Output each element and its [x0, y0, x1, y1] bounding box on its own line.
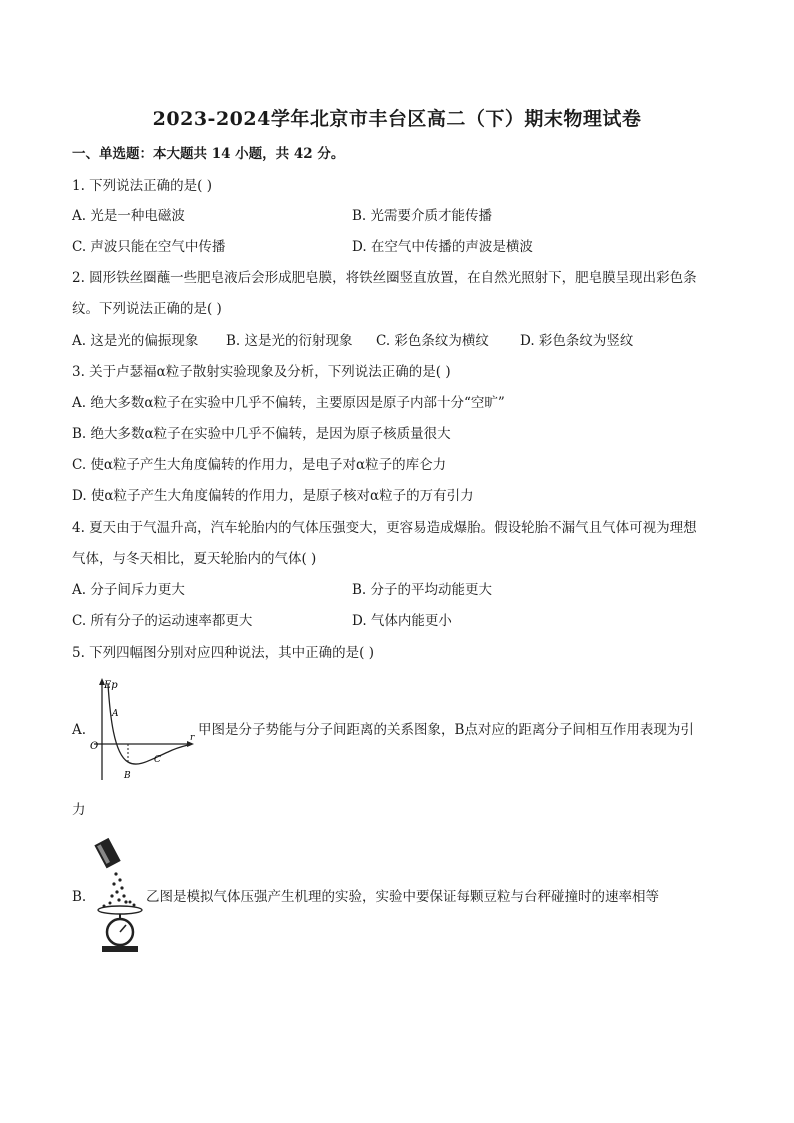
question-5-option-a-text: 甲图是分子势能与分子间距离的关系图象，B点对应的距离分子间相互作用表现为引 — [198, 722, 694, 738]
graph-label-c: C — [154, 755, 161, 765]
question-5-option-b-label: B. — [72, 889, 87, 905]
question-2-stem-line2: 纹。下列说法正确的是( ) — [72, 301, 222, 317]
question-5-option-b-text: 乙图是模拟气体压强产生机理的实验，实验中要保证每颗豆粒与台秤碰撞时的速率相等 — [146, 889, 659, 905]
question-2-option-c: C. 彩色条纹为横纹 — [376, 333, 489, 349]
question-2-option-a: A. 这是光的偏振现象 — [72, 333, 199, 349]
question-1-stem: 1. 下列说法正确的是( ) — [72, 178, 212, 194]
page-title: 2023-2024学年北京市丰台区高二（下）期末物理试卷 — [152, 108, 642, 130]
question-2-stem-line1: 2. 圆形铁丝圈蘸一些肥皂液后会形成肥皂膜，将铁丝圈竖直放置，在自然光照射下，肥皂膜呈现出彩色条 — [72, 270, 697, 286]
pouring-cup — [94, 838, 120, 868]
potential-energy-graph — [88, 676, 198, 786]
graph-label-origin: O — [90, 741, 99, 752]
question-2-option-b: B. 这是光的衍射现象 — [226, 333, 353, 349]
graph-label-x: r — [190, 733, 195, 743]
question-5-option-a-text-cont: 力 — [72, 802, 86, 818]
question-4-stem-line2: 气体，与冬天相比，夏天轮胎内的气体( ) — [72, 551, 317, 567]
question-3-option-d: D. 使α粒子产生大角度偏转的作用力，是原子核对α粒子的万有引力 — [72, 488, 474, 504]
question-1-option-c: C. 声波只能在空气中传播 — [72, 239, 226, 255]
question-4-option-d: D. 气体内能更小 — [352, 613, 452, 629]
potential-curve — [108, 684, 188, 764]
question-4-option-a: A. 分子间斥力更大 — [72, 582, 185, 598]
question-3-stem: 3. 关于卢瑟福α粒子散射实验现象及分析，下列说法正确的是( ) — [72, 364, 451, 380]
question-4-option-b: B. 分子的平均动能更大 — [352, 582, 493, 598]
scale-base — [102, 946, 138, 952]
falling-beans — [110, 872, 127, 903]
question-2-option-d: D. 彩色条纹为竖纹 — [520, 333, 634, 349]
question-4-option-c: C. 所有分子的运动速率都更大 — [72, 613, 253, 629]
bean-pressure-experiment-figure — [90, 836, 146, 958]
question-1-option-b: B. 光需要介质才能传播 — [352, 208, 493, 224]
question-3-option-c: C. 使α粒子产生大角度偏转的作用力，是电子对α粒子的库仑力 — [72, 457, 447, 473]
question-4-stem-line1: 4. 夏天由于气温升高，汽车轮胎内的气体压强变大，更容易造成爆胎。假设轮胎不漏气且气体可视为理想 — [72, 520, 697, 536]
question-1-option-d: D. 在空气中传播的声波是横波 — [352, 239, 533, 255]
graph-label-a: A — [112, 709, 119, 719]
question-3-option-a: A. 绝大多数α粒子在实验中几乎不偏转，主要原因是原子内部十分“空旷” — [72, 395, 505, 411]
question-5-option-a-label: A. — [72, 722, 87, 738]
question-3-option-b: B. 绝大多数α粒子在实验中几乎不偏转，是因为原子核质量很大 — [72, 426, 451, 442]
graph-label-b: B — [124, 771, 131, 781]
graph-label-y: Ep — [104, 680, 118, 691]
question-5-stem: 5. 下列四幅图分别对应四种说法，其中正确的是( ) — [72, 645, 374, 661]
question-1-option-a: A. 光是一种电磁波 — [72, 208, 185, 224]
section-heading: 一、单选题：本大题共 14 小题，共 42 分。 — [72, 146, 345, 162]
